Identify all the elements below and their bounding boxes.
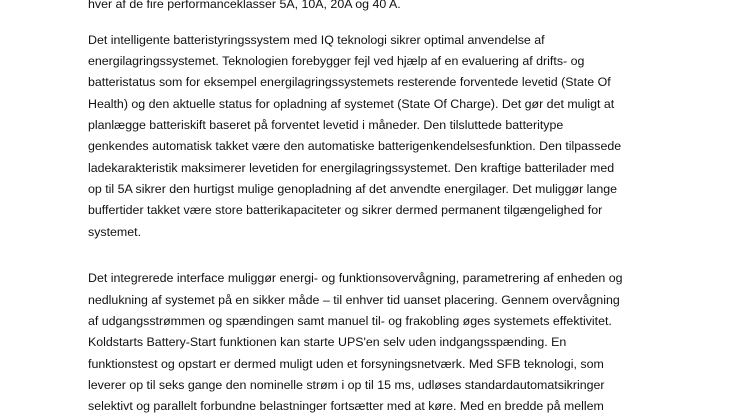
text-line: leverer op til seks gange den nominelle strøm i op til 15 ms, udløses standardautomatsikringer [88,378,605,392]
text-line: Health) og den aktuelle status for opladning af systemet (State Of Charge). Det gør det muligt at [88,97,615,111]
text-line: energilagringssystemet. Teknologien forebygger fejl ved hjælp af en evaluering af drifts- og [88,54,585,68]
text-line: selektivt og parallelt forbundne belastninger fortsætter med at køre. Med en bredde på mellem [88,399,604,413]
text-line: genkendes automatisk takket være den automatiske batterigenkendelsesfunktion. Den tilpassede [88,139,622,153]
text-line: ladekarakteristik maksimerer levetiden for energilagringssystemet. Den kraftige batterilader med [88,161,615,175]
text-line: planlægge batteriskift baseret på forventet levetid i måneder. Den tilsluttede batteritype [88,118,564,132]
text-line: op til 5A sikrer den hurtigst mulige genopladning af det anvendte energilager. Det muliggør lange [88,182,617,196]
text-line: funktionstest og opstart er dermed muligt uden et forsyningsnetværk. Med SFB teknologi, som [88,357,604,371]
text-line: af udgangsstrømmen og spændingen samt manuel til- og frakobling øges systemets effektivitet. [88,314,612,328]
intro-tail-line: hver af de fire performanceklasser 5A, 10A, 20A og 40 A. [88,0,401,11]
text-line: Det intelligente batteristyringssystem med IQ teknologi sikrer optimal anvendelse af [88,33,545,47]
text-line: Koldstarts Battery-Start funktionen kan starte UPS'en selv uden indgangsspænding. En [88,335,567,349]
text-line: Det integrerede interface muliggør energi- og funktionsovervågning, parametrering af enheden og [88,271,623,285]
text-line: batteristatus som for eksempel energilagringssystemets resterende forventede levetid (State Of [88,75,611,89]
text-line: systemet. [88,225,142,239]
text-line: nedlukning af systemet på en sikker måde – til enhver tid uanset placering. Gennem overvågning [88,293,620,307]
text-line: buffertider takket være store batterikapaciteter og sikrer dermed permanent tilgængelighed for [88,203,603,217]
